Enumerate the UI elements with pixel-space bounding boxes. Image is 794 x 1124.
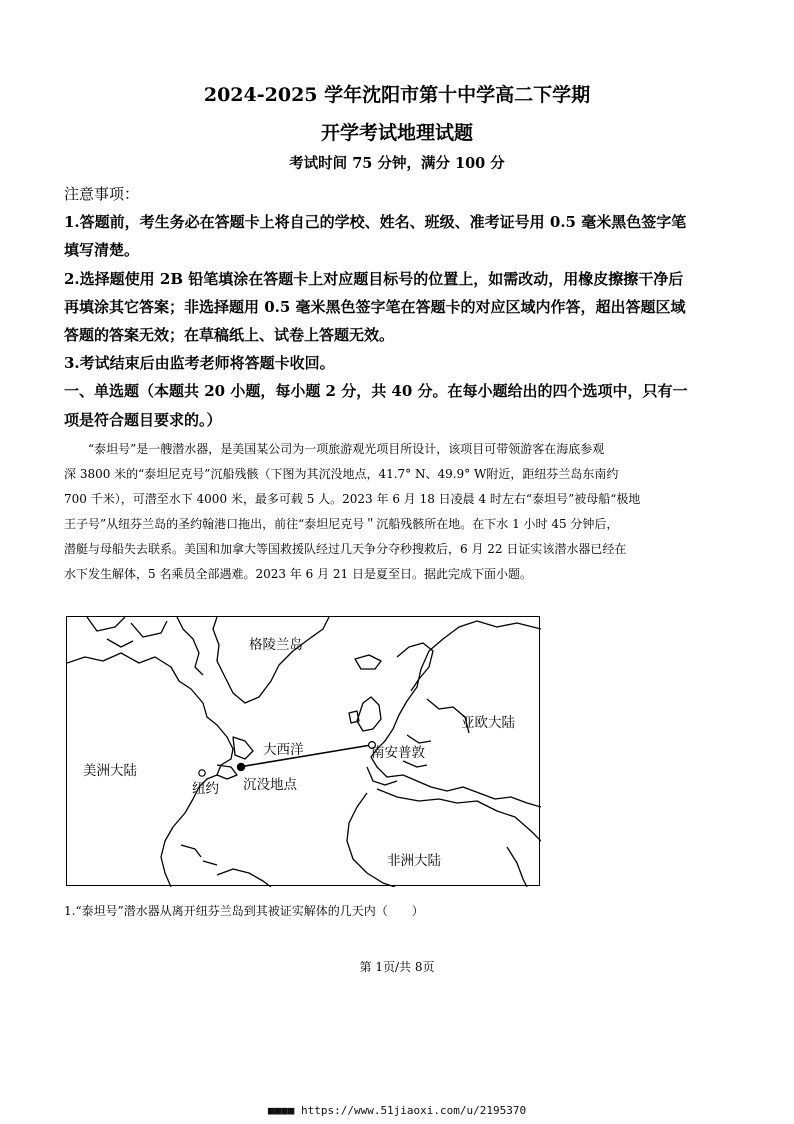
note-item-2-line2: 再填涂其它答案；非选择题用 0.5 毫米黑色签字笔在答题卡的对应区域内作答，超出答题区域 xyxy=(64,298,686,316)
map-outline-drawing xyxy=(67,617,541,887)
map-label-atlantic: 大西洋 xyxy=(263,742,304,758)
passage-line-5: 潜艇与母船失去联系。美国和加拿大等国救援队经过几天争分夺秒搜救后，6 月 22 日证实该潜水器已经在 xyxy=(64,542,627,556)
map-label-eurasia: 亚欧大陆 xyxy=(461,715,515,731)
note-item-2-line3: 答题的答案无效；在草稿纸上、试卷上答题无效。 xyxy=(64,326,395,344)
note-item-1-line2: 填写清楚。 xyxy=(64,241,140,259)
map-label-newyork: 纽约 xyxy=(192,781,219,797)
source-watermark xyxy=(0,1104,794,1117)
reading-passage xyxy=(64,437,734,587)
atlantic-map xyxy=(66,616,540,886)
section1-line1: 一、单选题（本题共 20 小题，每小题 2 分，共 40 分。在每小题给出的四个选项中，只有一 xyxy=(64,382,688,400)
passage-line-2: 深 3800 米的“泰坦尼克号”沉船残骸（下图为其沉没地点，41.7° N、49.9° W附近，距纽芬兰岛东南约 xyxy=(64,467,619,481)
newyork-marker xyxy=(199,770,205,776)
notes-heading: 注意事项： xyxy=(64,185,140,203)
passage-line-3: 700 千米），可潜至水下 4000 米，最多可载 5 人。2023 年 6 月 18 日凌晨 4 时左右“泰坦号”被母船“极地 xyxy=(64,492,641,506)
passage-line-6: 水下发生解体，5 名乘员全部遇难。2023 年 6 月 21 日是夏至日。据此完成下面小题。 xyxy=(64,567,532,581)
sinking-site-marker xyxy=(237,763,245,771)
map-label-greenland: 格陵兰岛 xyxy=(249,637,303,653)
watermark-prefix: ■■■■ xyxy=(267,1104,295,1117)
map-label-sinking-site: 沉没地点 xyxy=(243,777,297,793)
exam-title-line2: 开学考试地理试题 xyxy=(320,122,473,144)
question-1: 1.“泰坦号”潜水器从离开纽芬兰岛到其被证实解体的几天内（ ） xyxy=(64,904,424,918)
map-label-americas: 美洲大陆 xyxy=(83,763,137,779)
map-label-southampton: 南安普敦 xyxy=(371,745,425,761)
map-label-africa: 非洲大陆 xyxy=(387,853,441,869)
note-item-1-line1: 1.答题前，考生务必在答题卡上将自己的学校、姓名、班级、准考证号用 0.5 毫米黑色签字笔 xyxy=(64,213,687,231)
page-number: 第 1页/共 8页 xyxy=(359,960,435,974)
passage-line-4: 王子号”从纽芬兰岛的圣约翰港口拖出，前往“泰坦尼克号＂沉船残骸所在地。在下水 1 小时 45 分钟后， xyxy=(64,517,619,531)
passage-line-1: “泰坦号”是一艘潜水器，是美国某公司为一项旅游观光项目所设计，该项目可带领游客在海底参观 xyxy=(88,442,605,456)
section1-line2: 项是符合题目要求的。） xyxy=(64,411,222,429)
note-item-3: 3.考试结束后由监考老师将答题卡收回。 xyxy=(64,354,335,372)
route-line xyxy=(239,745,371,767)
exam-info: 考试时间 75 分钟，满分 100 分 xyxy=(289,155,505,172)
watermark-url: https://www.51jiaoxi.com/u/2195370 xyxy=(300,1104,527,1117)
note-item-2-line1: 2.选择题使用 2B 铅笔填涂在答题卡上对应题目标号的位置上，如需改动，用橡皮擦擦干净后 xyxy=(64,270,684,288)
exam-title-line1: 2024-2025 学年沈阳市第十中学高二下学期 xyxy=(203,84,591,106)
